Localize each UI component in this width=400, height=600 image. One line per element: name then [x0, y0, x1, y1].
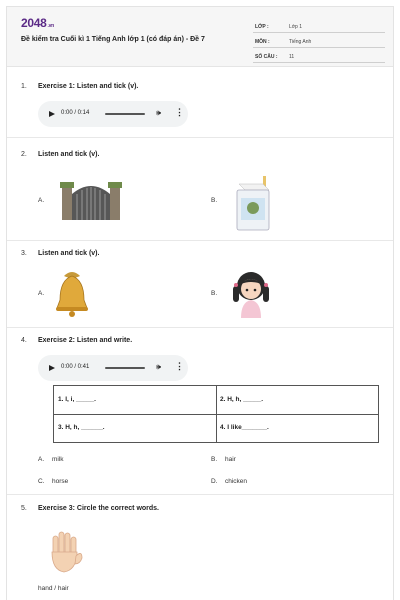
question-3-text: Listen and tick (v).	[38, 250, 100, 257]
audio-player-1[interactable]	[38, 101, 188, 127]
meta-subject: MÔN : Tiếng Anh	[253, 36, 385, 48]
question-4-number: 4.	[21, 337, 27, 344]
meta-class: LỚP : Lớp 1	[253, 21, 385, 33]
answer-option-b: B. hair	[211, 456, 236, 463]
meta-question-count: SỐ CÂU : 11	[253, 51, 385, 63]
question-4-text: Exercise 2: Listen and write.	[38, 337, 133, 344]
play-icon[interactable]	[49, 365, 55, 371]
bell-image	[54, 270, 90, 318]
more-vert-icon[interactable]: ⋮	[175, 107, 184, 117]
table-cell: 4. I like_______.	[220, 424, 269, 431]
option-a-label: A.	[38, 197, 45, 204]
audio-seek-bar[interactable]	[105, 367, 145, 369]
answer-option-a: A. milk	[38, 456, 64, 463]
hand-image	[44, 530, 84, 574]
answer-option-c: C. horse	[38, 478, 69, 485]
question-3-number: 3.	[21, 250, 27, 257]
question-5-number: 5.	[21, 505, 27, 512]
play-icon[interactable]	[49, 111, 55, 117]
answer-option-d: D. chicken	[211, 478, 248, 485]
divider	[7, 240, 393, 241]
option-a-label: A.	[38, 290, 45, 297]
site-logo[interactable]: 2048.vn	[21, 16, 54, 30]
gate-image	[60, 178, 122, 222]
table-cell: 1. I, i, _____.	[54, 386, 217, 415]
volume-icon[interactable]: 🕪	[156, 362, 162, 371]
table-cell: 2. H, h, _____.	[216, 386, 379, 415]
audio-time: 0:00 / 0:41	[61, 364, 90, 370]
question-1-text: Exercise 1: Listen and tick (v).	[38, 83, 139, 90]
more-vert-icon[interactable]: ⋮	[175, 361, 184, 371]
word-choice-caption: hand / hair	[38, 585, 69, 592]
divider	[7, 494, 393, 495]
divider	[7, 137, 393, 138]
table-cell: 3. H, h, ______.	[54, 414, 217, 443]
milk-carton-image	[233, 176, 275, 232]
question-2-text: Listen and tick (v).	[38, 151, 100, 158]
write-table	[53, 385, 379, 443]
question-5-text: Exercise 3: Circle the correct words.	[38, 505, 159, 512]
girl-image	[229, 268, 273, 318]
exam-title: Đề kiểm tra Cuối kì 1 Tiếng Anh lớp 1 (có đáp án) - Đề 7	[21, 36, 205, 43]
option-b-label: B.	[211, 290, 218, 297]
divider	[7, 327, 393, 328]
volume-icon[interactable]: 🕪	[156, 108, 162, 117]
question-1-number: 1.	[21, 83, 27, 90]
exam-header	[7, 7, 393, 67]
option-b-label: B.	[211, 197, 218, 204]
audio-player-2[interactable]	[38, 355, 188, 381]
audio-seek-bar[interactable]	[105, 113, 145, 115]
audio-time: 0:00 / 0:14	[61, 110, 90, 116]
question-2-number: 2.	[21, 151, 27, 158]
